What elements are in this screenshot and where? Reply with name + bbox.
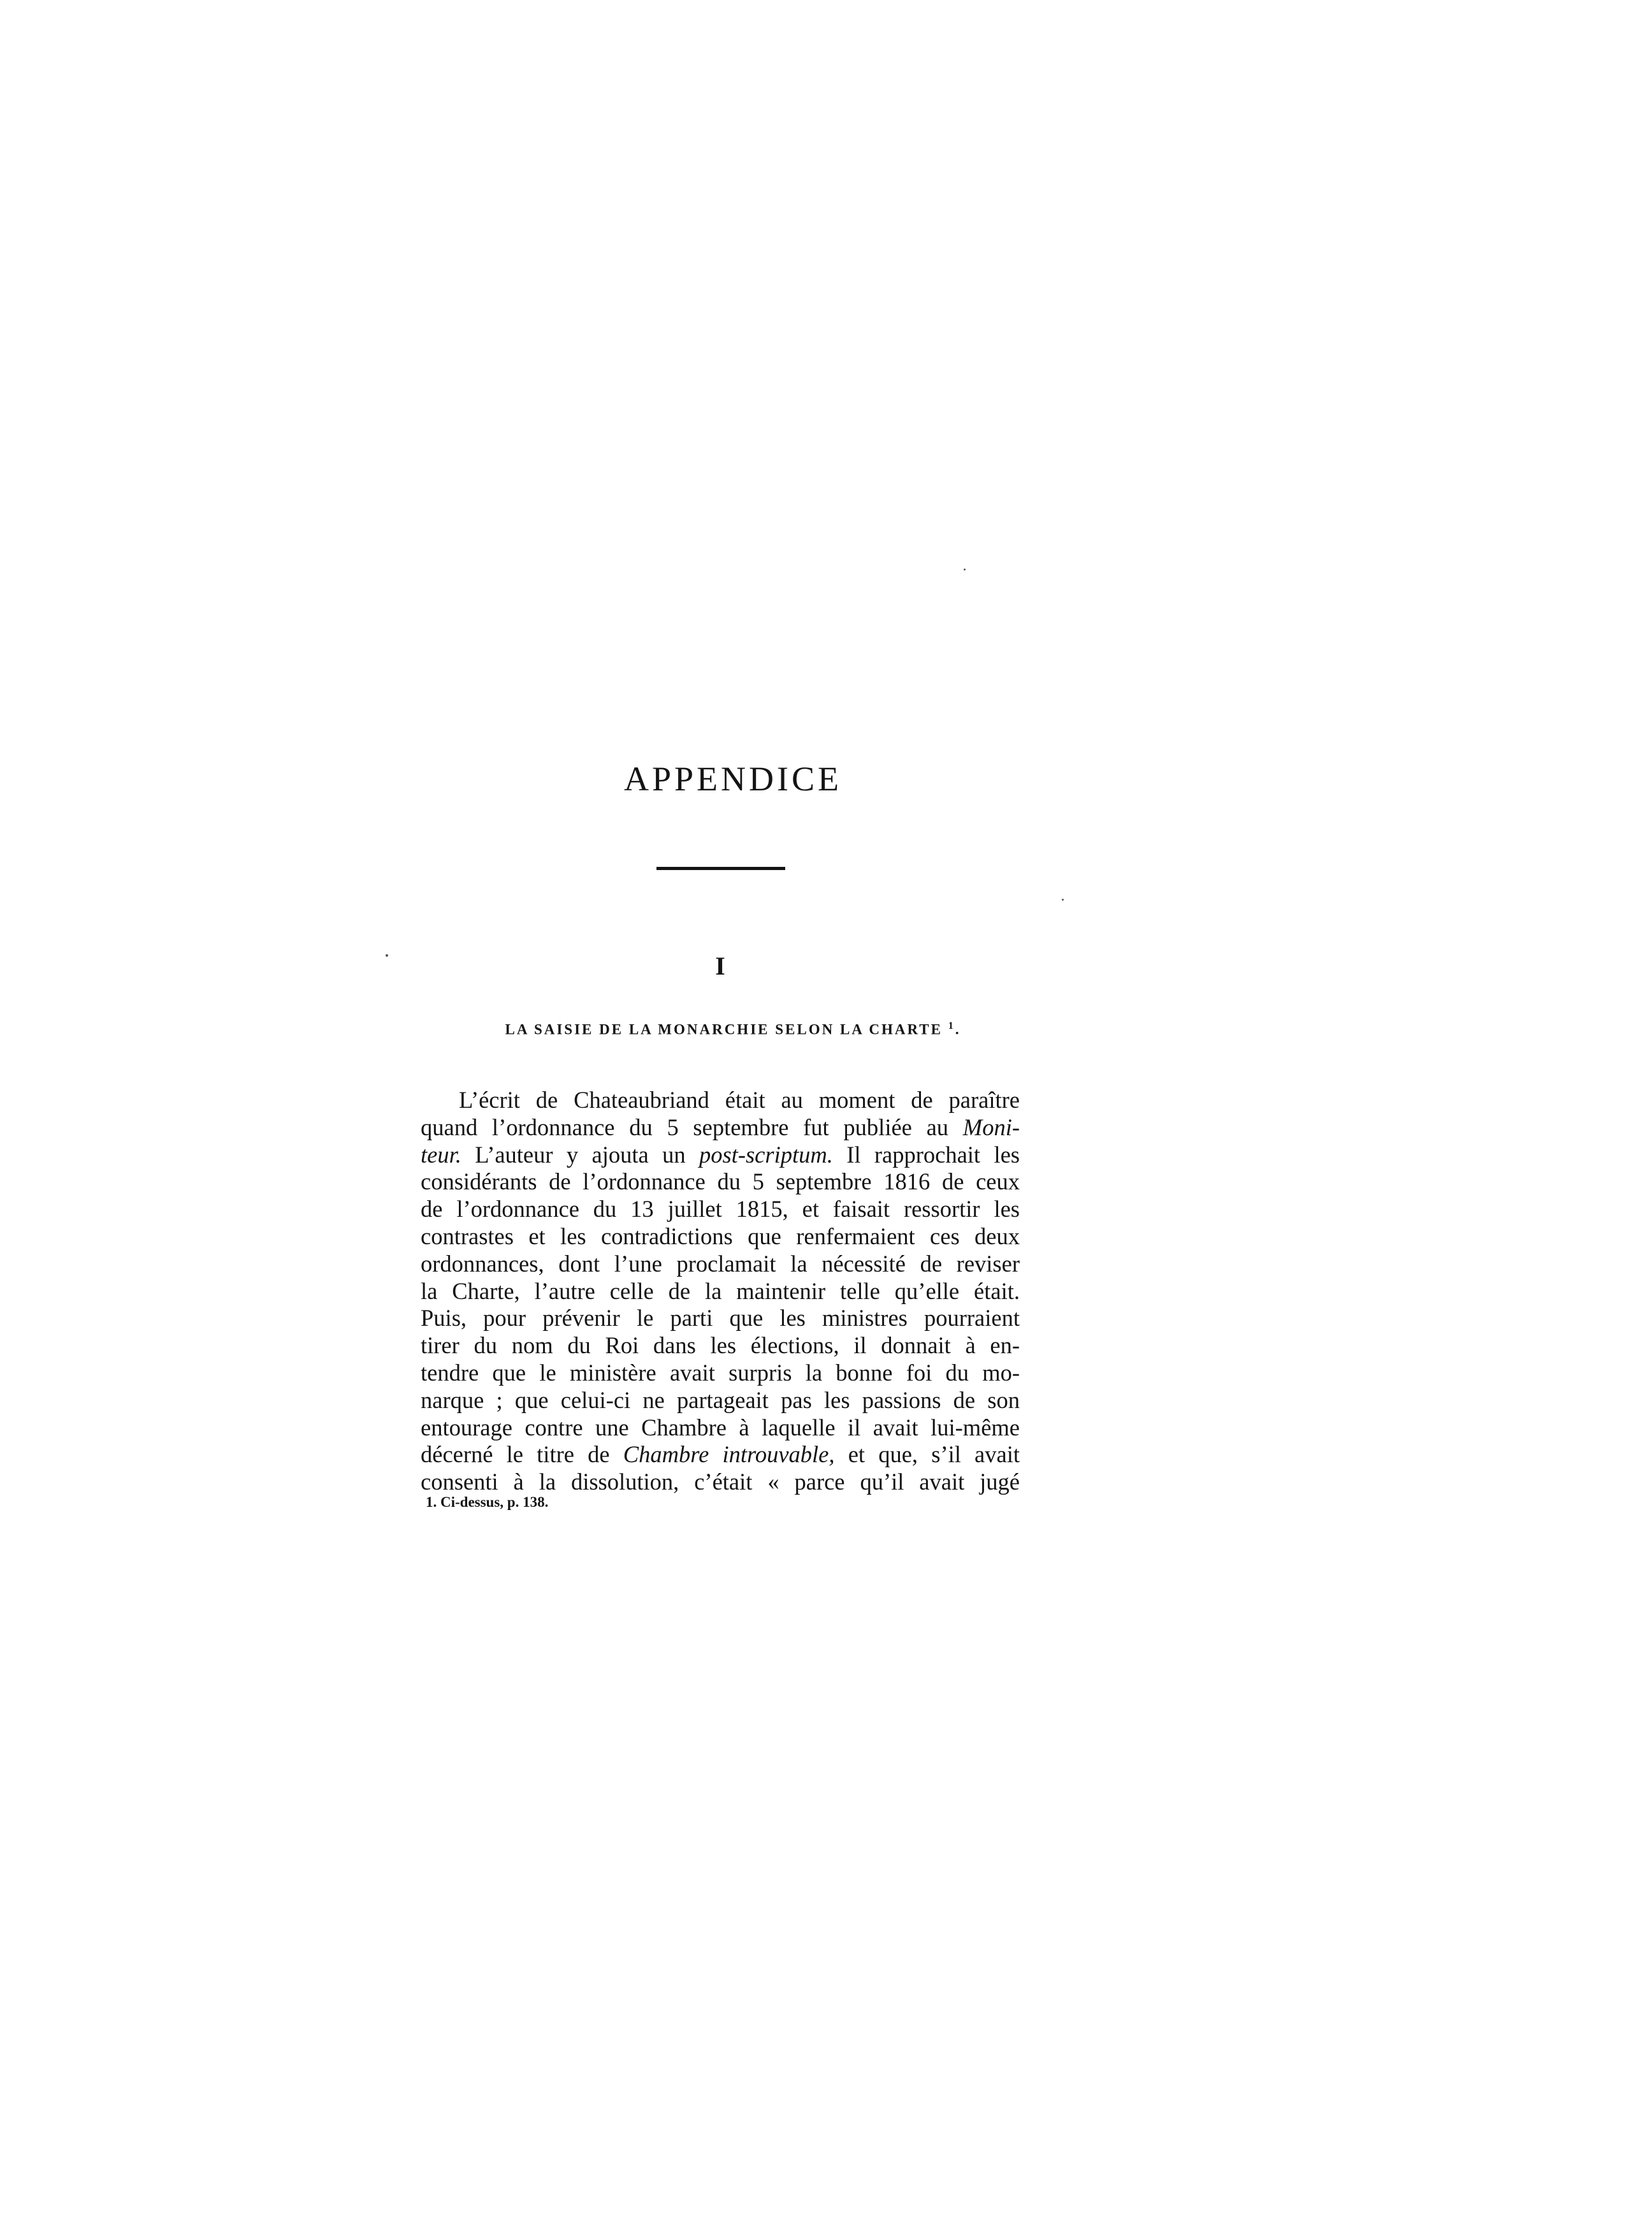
- italic-text: post-scriptum.: [699, 1141, 833, 1168]
- text-line: [421, 1196, 1020, 1223]
- text-segment: de l’ordonnance du 13 juillet 1815, et faisait ressortir les: [421, 1196, 1020, 1223]
- body-paragraph: [421, 1087, 1020, 1496]
- text-line: [421, 1278, 1020, 1305]
- text-line: [421, 1469, 1020, 1496]
- section-numeral: I: [715, 952, 725, 980]
- text-segment: décerné le titre de: [421, 1441, 623, 1468]
- text-line: [421, 1387, 1020, 1414]
- text-segment: Puis, pour prévenir le parti que les ministres pourraient: [421, 1305, 1020, 1332]
- text-segment: tirer du nom du Roi dans les élections, il donnait à en-: [421, 1332, 1020, 1359]
- text-segment: quand l’ordonnance du 5 septembre fut publiée au: [421, 1114, 963, 1140]
- italic-text: Chambre introuvable,: [623, 1441, 835, 1468]
- scan-speck: [964, 569, 966, 570]
- text-line: [421, 1168, 1020, 1196]
- scan-speck: [1062, 899, 1064, 901]
- text-line: [421, 1142, 1020, 1169]
- footnote: 1. Ci-dessus, p. 138.: [426, 1494, 549, 1510]
- text-segment: et que, s’il avait: [834, 1441, 1020, 1468]
- text-line: [421, 1414, 1020, 1442]
- text-line: [421, 1332, 1020, 1360]
- text-segment: tendre que le ministère avait surpris la bonne foi du mo-: [421, 1359, 1020, 1386]
- section-heading: LA SAISIE DE LA MONARCHIE SELON LA CHARTE $^1$.: [505, 1020, 961, 1038]
- text-line: [421, 1251, 1020, 1278]
- scan-speck: [386, 954, 388, 957]
- italic-text: Moni-: [962, 1114, 1020, 1140]
- section-heading-text: LA SAISIE DE LA MONARCHIE SELON LA CHARTE: [505, 1021, 943, 1038]
- text-segment: entourage contre une Chambre à laquelle il avait lui-même: [421, 1414, 1020, 1441]
- text-segment: ordonnances, dont l’une proclamait la nécessité de reviser: [421, 1250, 1020, 1277]
- text-segment: la Charte, l’autre celle de la maintenir telle qu’elle était.: [421, 1277, 1020, 1304]
- text-segment: narque ; que celui-ci ne partageait pas les passions de son: [421, 1386, 1020, 1413]
- text-line: [421, 1360, 1020, 1387]
- page-title: APPENDICE: [623, 760, 843, 798]
- italic-text: teur.: [421, 1141, 461, 1168]
- text-segment: consenti à la dissolution, c’était « parce qu’il avait jugé: [421, 1469, 1020, 1495]
- text-line: [421, 1087, 1020, 1114]
- text-line: [421, 1441, 1020, 1469]
- text-segment: L’auteur y ajouta un: [461, 1141, 699, 1168]
- title-rule: [656, 867, 785, 870]
- text-line: [421, 1305, 1020, 1332]
- text-segment: considérants de l’ordonnance du 5 septembre 1816 de ceux: [421, 1168, 1020, 1195]
- text-line: [421, 1223, 1020, 1251]
- text-segment: L’écrit de Chateaubriand était au moment de paraître: [459, 1087, 1020, 1113]
- text-segment: contrastes et les contradictions que renfermaient ces deux: [421, 1223, 1020, 1249]
- footnote-reference: 1: [948, 1020, 955, 1031]
- text-segment: Il rapprochait les: [832, 1141, 1020, 1168]
- text-line: [421, 1114, 1020, 1142]
